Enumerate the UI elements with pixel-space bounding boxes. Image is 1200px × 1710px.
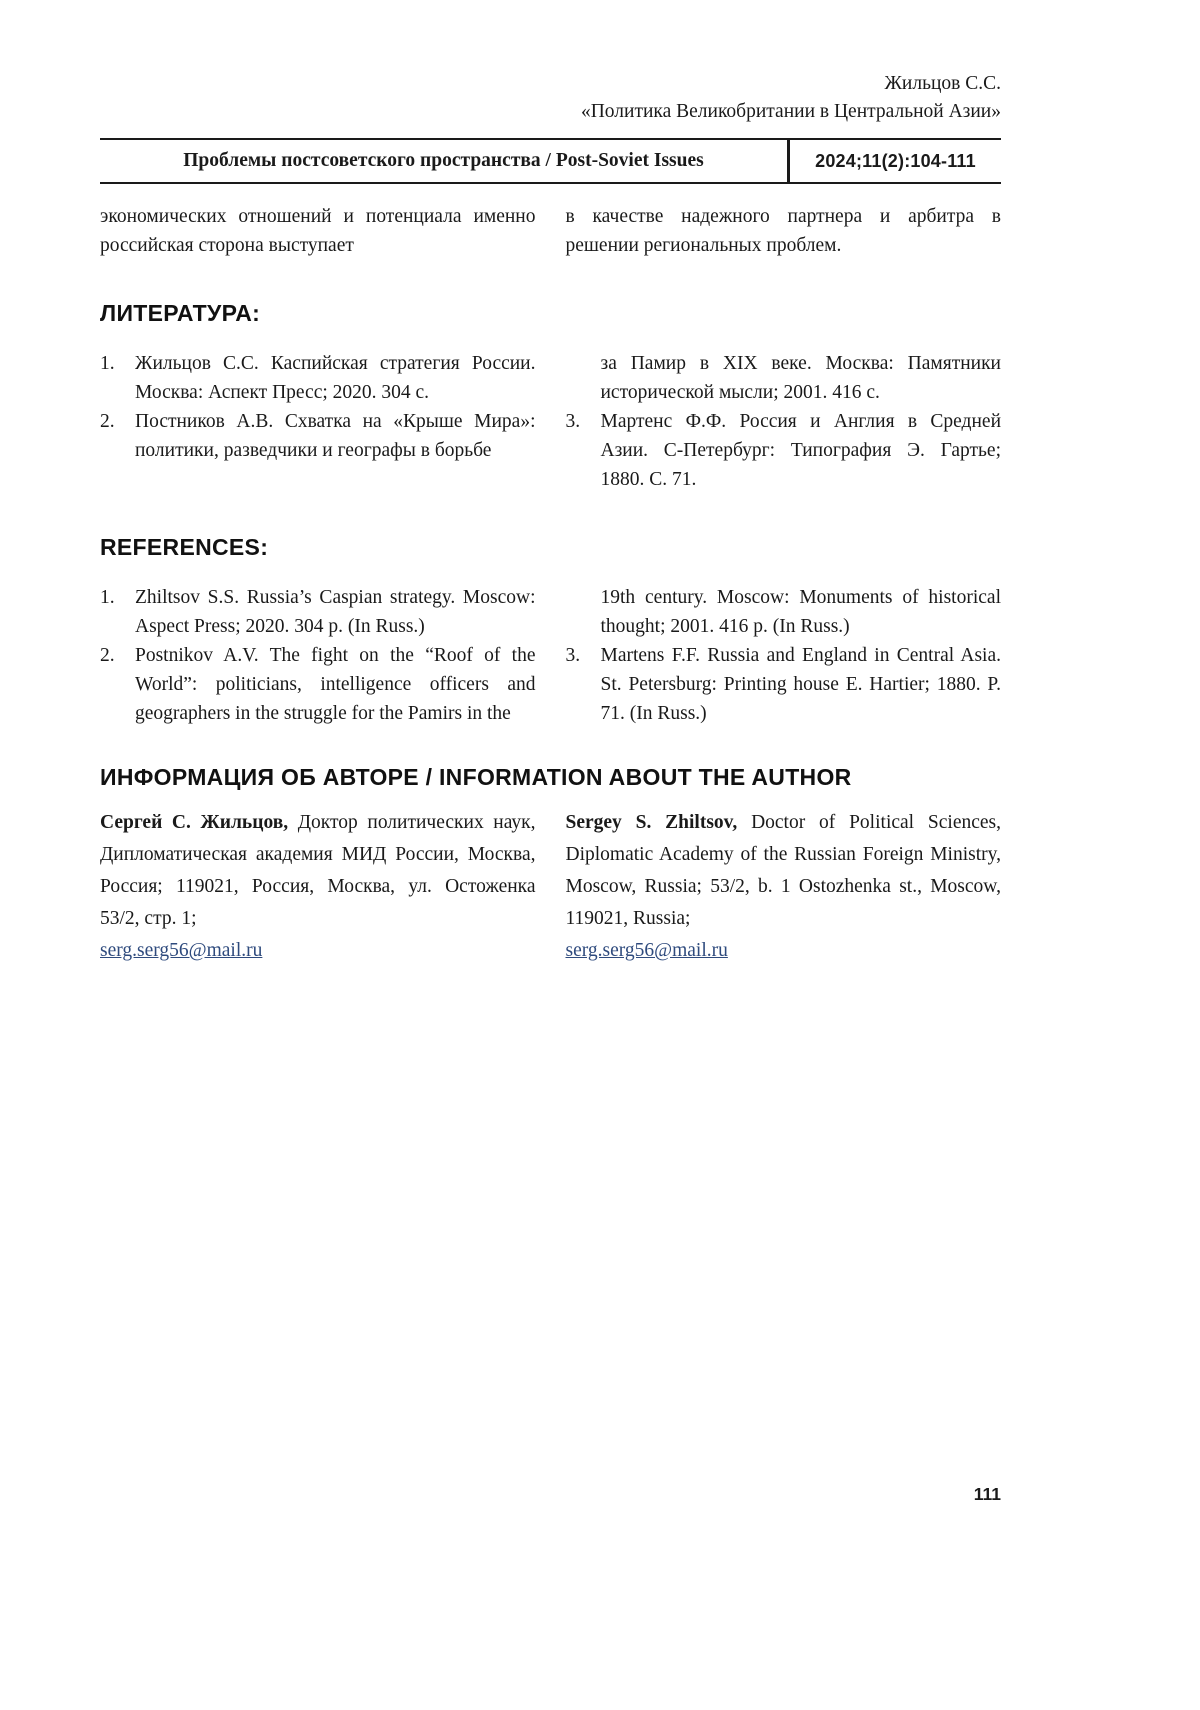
author-description-en: Doctor of Political Sciences, Diplomatic Academy of the Russian Foreign Ministry, Moscow, Russia; 53/2, b. 1 Ostozhenka st., Moscow, 119021, Russia; — [565, 812, 1001, 929]
reference-item — [566, 641, 1002, 728]
references-heading: REFERENCES: — [100, 534, 269, 560]
reference-text: Postnikov A.V. The fight on the “Roof of the World”: politicians, intelligence officers and geographers in the struggle for the Pamirs in the — [135, 645, 536, 724]
reference-item — [100, 407, 536, 465]
author-name-en: Sergey S. Zhiltsov, — [565, 812, 738, 833]
journal-title: Проблемы постсоветского пространства / Post-Soviet Issues — [183, 150, 704, 171]
reference-item-continuation — [566, 583, 1002, 641]
reference-item — [100, 349, 536, 407]
journal-bar — [100, 138, 1001, 184]
page-number: 111 — [973, 1484, 1001, 1504]
author-info-ru — [100, 807, 536, 967]
reference-item-continuation — [566, 349, 1002, 407]
reference-number: 3. — [565, 411, 581, 432]
literature-column-right — [566, 349, 1002, 494]
references-list — [100, 583, 1001, 728]
reference-item — [100, 583, 536, 641]
literature-list — [100, 349, 1001, 494]
author-paragraph-ru — [100, 807, 536, 935]
reference-text: Martens F.F. Russia and England in Central Asia. St. Petersburg: Printing house E. Hartier; 1880. P. 71. (In Russ.) — [600, 645, 1001, 724]
reference-number: 1. — [100, 587, 115, 608]
journal-page — [100, 0, 1001, 967]
author-email-link-ru[interactable]: serg.serg56@mail.ru — [100, 940, 263, 961]
author-info-heading: ИНФОРМАЦИЯ ОБ АВТОРЕ / INFORMATION ABOUT THE AUTHOR — [100, 764, 852, 790]
reference-number: 3. — [565, 645, 581, 666]
issue-citation: 2024;11(2):104-111 — [815, 150, 976, 171]
author-info-section — [100, 807, 1001, 967]
reference-number: 2. — [100, 411, 115, 432]
reference-item — [100, 641, 536, 728]
reference-text: за Памир в XIX веке. Москва: Памятники исторической мысли; 2001. 416 с. — [600, 353, 1001, 403]
author-info-en — [566, 807, 1002, 967]
reference-text: 19th century. Moscow: Monuments of historical thought; 2001. 416 p. (In Russ.) — [600, 587, 1001, 637]
references-column-left — [100, 583, 536, 728]
reference-text: Жильцов С.С. Каспийская стратегия России. Москва: Аспект Пресс; 2020. 304 с. — [135, 353, 536, 403]
literature-heading: ЛИТЕРАТУРА: — [100, 300, 261, 326]
reference-item — [566, 407, 1002, 494]
running-head — [100, 0, 1001, 126]
author-paragraph-en — [566, 807, 1002, 935]
body-paragraph-left: экономических отношений и потенциала именно российская сторона выступает — [100, 206, 536, 256]
body-paragraph-right: в качестве надежного партнера и арбитра в решении региональных проблем. — [565, 206, 1001, 256]
body-text-section — [100, 202, 1001, 260]
running-head-article-title: «Политика Великобритании в Центральной Азии» — [580, 101, 1001, 122]
reference-number: 2. — [100, 645, 115, 666]
reference-number: 1. — [100, 353, 115, 374]
reference-text: Мартенс Ф.Ф. Россия и Англия в Средней Азии. С-Петербург: Типография Э. Гартье; 1880. С. 71. — [600, 411, 1001, 490]
reference-number — [566, 583, 601, 641]
running-head-author: Жильцов С.С. — [884, 73, 1001, 94]
author-name-ru: Сергей С. Жильцов, — [100, 812, 289, 833]
references-column-right — [566, 583, 1002, 728]
reference-number — [566, 349, 601, 407]
author-email-link-en[interactable]: serg.serg56@mail.ru — [565, 940, 728, 961]
reference-text: Постников А.В. Схватка на «Крыше Мира»: политики, разведчики и географы в борьбе — [135, 411, 536, 461]
reference-text: Zhiltsov S.S. Russia’s Caspian strategy. Moscow: Aspect Press; 2020. 304 p. (In Russ.) — [135, 587, 536, 637]
literature-column-left — [100, 349, 536, 494]
author-description-ru: Доктор политических наук, Дипломатическая академия МИД России, Москва, Россия; 119021, Россия, Москва, ул. Остоженка 53/2, стр. 1; — [100, 812, 536, 929]
